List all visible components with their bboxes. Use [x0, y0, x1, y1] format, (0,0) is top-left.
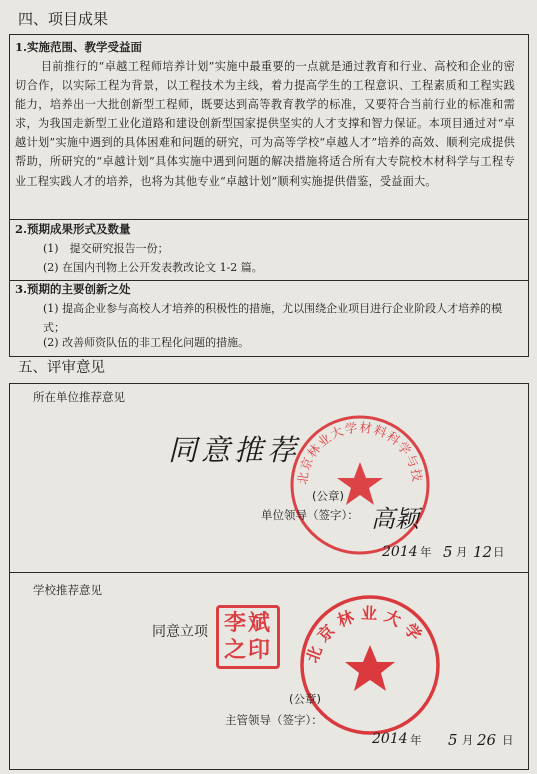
sub2-item-2: (2) 在国内刊物上公开发表教改论文 1-2 篇。: [43, 261, 263, 274]
sub2-item-1: (1) 提交研究报告一份；: [43, 242, 169, 255]
school-stamp-text: 李斌之印: [223, 611, 272, 663]
school-date-nian: 年: [410, 733, 422, 747]
sub3-title: 3.预期的主要创新之处: [15, 282, 131, 296]
sub3-item-2: (2) 改善师资队伍的非工程化问题的措施。: [43, 336, 250, 349]
unit-handwritten-opinion: 同意推荐: [168, 433, 301, 467]
unit-date-year: 2014: [382, 544, 418, 560]
unit-date-day: 12: [473, 543, 493, 561]
unit-seal: [278, 398, 435, 560]
unit-date-ri: 日: [493, 545, 505, 559]
school-opinion-label: 学校推荐意见: [33, 583, 102, 597]
section-title-review: 五、评审意见: [18, 360, 105, 376]
unit-seal-text: 北京林业大学材料科学与技术学院: [278, 398, 426, 486]
divider: [9, 219, 529, 220]
school-date-ri: 日: [502, 733, 514, 747]
school-opinion: 同意立项: [152, 624, 208, 640]
unit-date-yue: 月: [456, 545, 468, 559]
school-seal-text: 北京林业大学: [302, 603, 430, 666]
unit-opinion-label: 所在单位推荐意见: [33, 390, 125, 404]
unit-date-nian: 年: [420, 545, 432, 559]
divider: [9, 572, 529, 573]
school-leader-label: 主管领导（签字）：: [225, 713, 323, 727]
school-date-month: 5: [448, 731, 458, 749]
school-personal-stamp: [216, 605, 280, 669]
school-date-yue: 月: [462, 733, 474, 747]
unit-date-month: 5: [443, 543, 453, 561]
sub1-text: 目前推行的“卓越工程师培养计划”实施中最重要的一点就是通过教育和行业、高校和企业的密切合作，以实际工程为背景，以工程技术为主线，着力提高学生的工程意识、工程素质和工程实践能力，培养出一大批创新型工程师，既要达到高等教育教学的标准，又要符合当前行业的标准和需求，为我国走新型工业化道路和建设创新型国家提供坚实的人才支撑和智力保证。本项目通过对“卓越计划”实施中遇到的具体困难和问题的研究，可为高等学校“卓越人才”培养的高效、顺利完成提供帮助，所研究的“卓越计划”具体实施中遇到问题的解决措施将适合所有大专院校木材科学与工程专业工程实践人才的培养，也将为其他专业“卓越计划”顺利实施提供借鉴，受益面大。: [15, 60, 515, 188]
unit-seal-label: (公章): [312, 489, 344, 503]
school-date-day: 26: [477, 731, 497, 749]
sub1-title: 1.实施范围、教学受益面: [15, 40, 143, 54]
unit-leader-label: 单位领导（签字）：: [261, 508, 359, 522]
sub2-title: 2.预期成果形式及数量: [15, 222, 131, 236]
section-title-results: 四、项目成果: [18, 10, 109, 28]
divider: [9, 280, 529, 281]
school-seal-label: (公章): [289, 692, 321, 706]
unit-leader-signature: 高颖: [371, 505, 419, 533]
school-date-year: 2014: [372, 731, 408, 747]
sub3-item-1: (1) 提高企业参与高校人才培养的积极性的措施，尤以围绕企业项目进行企业阶段人才培养的模式；: [43, 302, 503, 334]
svg-text:北京林业大学材料科学与技术学院: [278, 398, 425, 485]
